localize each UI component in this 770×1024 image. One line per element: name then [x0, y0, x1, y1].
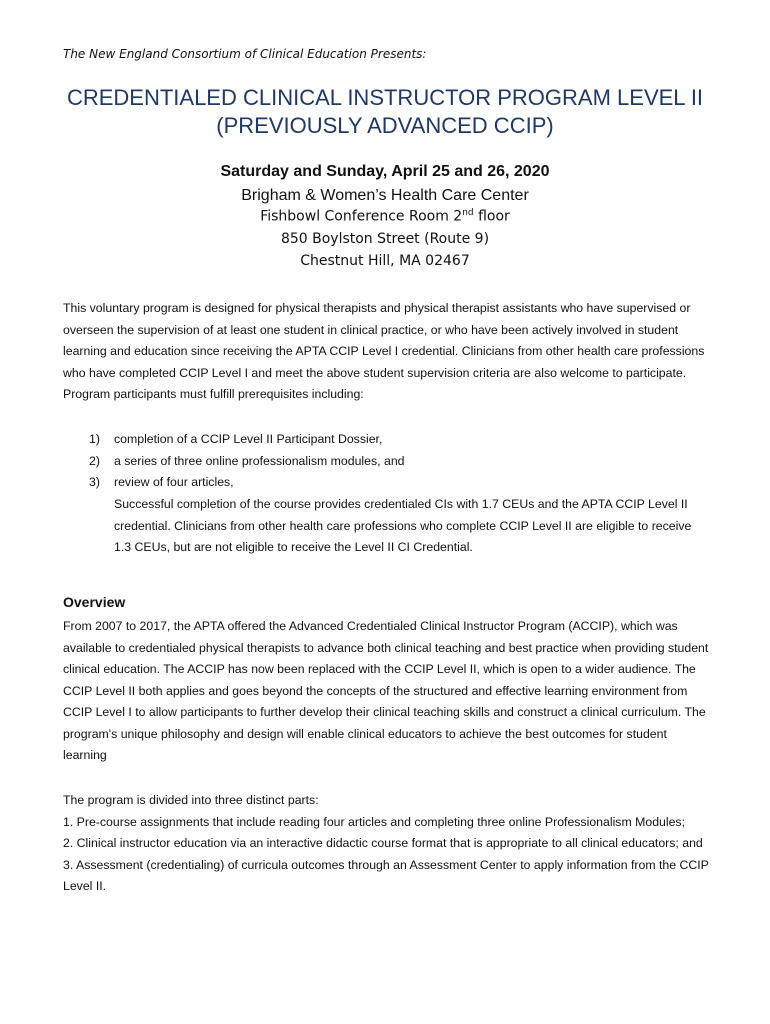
list-number: 1) — [89, 432, 100, 446]
credential-note: Successful completion of the course provides credentialed CIs with 1.7 CEUs and the APTA CCIP Level II credential. Clinicians from other health care professions who complete CCIP Level II are eligible to receive 1.3 CEUs, but are not eligible to receive the Level II CI Credential. — [114, 497, 692, 554]
presenter-line: The New England Consortium of Clinical Education Presents: — [63, 47, 427, 61]
title-line-1: CREDENTIALED CLINICAL INSTRUCTOR PROGRAM LEVEL II — [66, 85, 704, 110]
list-item — [63, 451, 405, 473]
title-line-2: (PREVIOUSLY ADVANCED CCIP) — [216, 113, 554, 138]
overview-paragraph: From 2007 to 2017, the APTA offered the Advanced Credentialed Clinical Instructor Program (ACCIP), which was available to credentialed physical therapists to advance both clinical teaching and best practice when providing student clinical education. The ACCIP has now been replaced with the CCIP Level II, which is open to a wider audience. The CCIP Level II both applies and goes beyond the concepts of the structured and effective learning environment from CCIP Level I to allow participants to further develop their clinical teaching skills and construct a clinical curriculum. The program's unique philosophy and design will enable clinical educators to achieve the best outcomes for student learning — [63, 619, 709, 762]
event-venue: Brigham & Women’s Health Care Center — [241, 187, 529, 204]
list-item — [63, 472, 405, 494]
list-number: 2) — [89, 453, 100, 468]
list-item: 3. Assessment (credentialing) of curricula outcomes through an Assessment Center to apply information from the CCIP Level II. — [63, 857, 709, 893]
overview-heading: Overview — [63, 594, 126, 610]
event-room — [0, 208, 770, 225]
list-number: 3) — [89, 475, 100, 489]
event-dates: Saturday and Sunday, April 25 and 26, 2020 — [220, 163, 550, 180]
prerequisite-list — [63, 429, 405, 494]
list-text: review of four articles, — [114, 475, 234, 489]
room-prefix: Fishbowl Conference Room 2 — [260, 208, 463, 225]
intro-section — [63, 298, 713, 406]
list-text: completion of a CCIP Level II Participant Dossier, — [114, 432, 383, 446]
list-text: a series of three online professionalism modules, and — [114, 453, 405, 468]
room-suffix: floor — [473, 208, 510, 225]
parts-section — [63, 790, 713, 898]
prereq-lead: Program participants must fulfill prerequisites including: — [63, 387, 364, 401]
list-item: 2. Clinical instructor education via an interactive didactic course format that is appropriate to all clinical educators; and — [63, 836, 703, 850]
event-city: Chestnut Hill, MA 02467 — [300, 253, 470, 269]
page-title — [0, 84, 770, 140]
event-street: 850 Boylston Street (Route 9) — [280, 231, 490, 247]
room-ordinal: nd — [462, 208, 474, 218]
list-item — [63, 429, 405, 451]
intro-paragraph: This voluntary program is designed for physical therapists and physical therapist assistants who have supervised or overseen the supervision of at least one student in clinical practice, or who have been actively involved in student learning and education since receiving the APTA CCIP Level I credential. Clinicians from other health care professions who have completed CCIP Level I and meet the above student supervision criteria are also welcome to participate. — [63, 301, 705, 380]
list-item: 1. Pre-course assignments that include reading four articles and completing three online Professionalism Modules; — [63, 814, 686, 829]
parts-lead: The program is divided into three distinct parts: — [63, 793, 319, 807]
